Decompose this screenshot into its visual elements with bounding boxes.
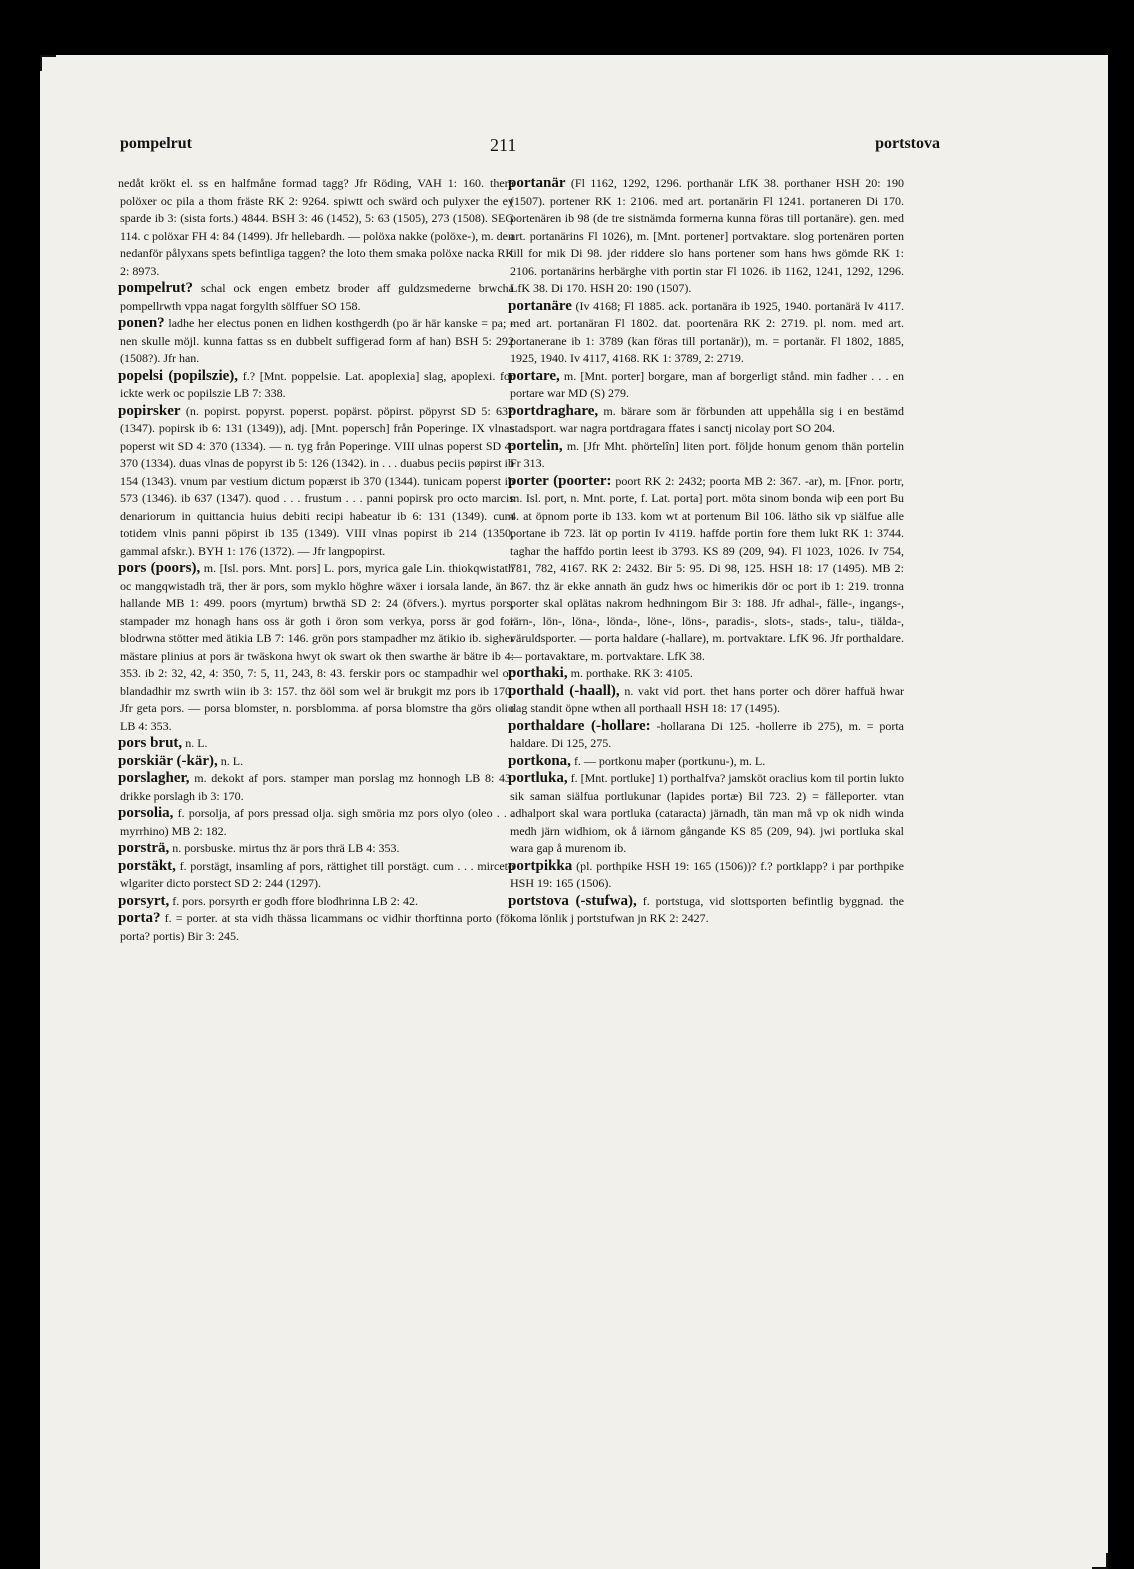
entry-definition: poort RK 2: 2432; poorta MB 2: 367. -ar), m. [Fnor. portr, m. Isl. port, n. Mnt. porte, f. Lat. porta] port. möta sinom bonda wiþ een port Bu 4. at öpnom porte ib 133. kom wt at portenum Bil 106. lätho sik vp siälfue alle portane ib 723. lät op portin Iv 4119. haffde portin fore them lukt RK 1: 3744. taghar the haffdo portin leest ib 3793. KS 89 (209, 94). Fl 1023, 1026. Iv 754, 781, 782, 4167. RK 2: 2432. Bir 5: 95. Di 98, 125. HSH 18: 17 (1495). MB 2: 367. thz är ekke annath än gudz hws oc himerikis dör oc port ib 1: 219. tronna porter skal oplätas nakrom hedhningom Bir 3: 188. Jfr adhal-, fälle-, ingangs-, iärn-, lön-, löna-, lönda-, löne-, löns-, paradis-, slots-, stads-, talu-, tiälda-, väruldsporter. — porta haldare (-hallare), m. portvaktare. LfK 96. Jfr porthaldare. — portavaktare, m. portvaktare. LfK 38. (510, 473, 904, 663)
entry-definition: (Iv 4168; Fl 1885. ack. portanära ib 1925, 1940. portanärä Iv 4117. med art. portanäran Fl 1802. dat. poortenära RK 2: 2719. pl. nom. med art. portanerane ib 1: 3789 (kan föras till portanär)), m. = portanär. Fl 1802, 1885, 1925, 1940. Iv 4117, 4168. RK 1: 3789, 2: 2719. (510, 298, 905, 365)
entry-headword: porsolia, (118, 805, 174, 821)
entry-definition: m. bärare som är förbunden att uppehålla sig i en bestämd stadsport. war nagra portdragara ffates i sanctj nicolay port SO 204. (510, 403, 905, 435)
entry-headword: portkona, (508, 752, 571, 769)
entry-definition: n. L. (220, 753, 244, 768)
page (40, 55, 1108, 1569)
dictionary-entry (510, 403, 904, 438)
entry-headword: portdraghare, (508, 402, 599, 419)
entry-definition: f.? [Mnt. poppelsie. Lat. apoplexia] slag, apoplexi. for ickte werk oc popilszie LB 7: 338. (120, 368, 514, 400)
dictionary-entry (510, 473, 904, 666)
entry-headword: portstova (-stufwa), (508, 892, 637, 909)
dictionary-entry (510, 770, 904, 858)
entry-definition: f. portstuga, vid slottsporten befintlig byggnad. the koma lönlik j portstufwan jn RK 2: 2427. (510, 893, 904, 925)
dictionary-entry (510, 175, 904, 298)
scan-corner-marker (40, 55, 56, 71)
entry-definition: f. pors. porsyrth er godh ffore blodhrinna LB 2: 42. (172, 893, 418, 908)
entry-headword: porthaki, (508, 665, 568, 681)
entry-headword: portluka, (508, 770, 568, 786)
entry-definition: m. [Isl. pors. Mnt. pors] L. pors, myrica gale Lin. thiokqwistath oc mangqwistadh trä, ther är pors, som myklo höghre wäxer i iorsala lande, än i hallande MB 1: 499. poors (myrtum) brwthä SD 2: 24 (öfvers.). myrtus pors, stampader mz honagh hans oss är goth i öron som verkya, porss är god for blodrwna stötter med ätikia LB 7: 146. grön pors stampadher mz ätikio ib. sigher mästare plinius at pors är twäskona hwyt ok swart ok then swarthe är bätre ib 4: 353. ib 2: 32, 42, 4: 350, 7: 5, 11, 243, 8: 43. ferskir pors oc stampadhir wel oc blandadhir mz swrth wiin ib 3: 157. thz ööl som wel är brukgit mz pors ib 170. Jfr geta pors. — porsa blomster, n. porsblomma. af porsa blomstre tha görs olio LB 4: 353. (120, 561, 514, 733)
dictionary-entry (510, 298, 904, 368)
entry-definition: m. [Jfr Mht. phörtelîn] liten port. följde honum genom thän portelin Fr 313. (510, 438, 905, 470)
right-column (510, 175, 904, 928)
entry-headword: portanär (508, 175, 566, 191)
entry-headword: porta? (118, 910, 161, 926)
entry-definition: f. [Mnt. portluke] 1) porthalfva? jamsköt oraclius kom til portin lukto sik saman siälfua portlukunar (lapides portæ) Bil 723. 2) = fälleporter. vtan adhalport skal wara portluka (cataracta) järnadh, tän man må vp ok nidh winda medh järn widhiom, ok å iärnom gångande KS 85 (209, 94). jwi portluka skal wara gap å murenom ib. (510, 771, 904, 855)
dictionary-entry (120, 315, 514, 368)
entry-headword: porthaldare (-hollare: (508, 717, 651, 734)
entry-headword: porsträ, (118, 840, 170, 856)
entry-headword: popelsi (popilszie), (118, 367, 239, 384)
entry-definition: -hollarana Di 125. -hollerre ib 275), m. = porta haldare. Di 125, 275. (510, 718, 904, 750)
dictionary-entry (120, 910, 514, 945)
entry-definition: m. porthake. RK 3: 4105. (570, 666, 693, 680)
entry-headword: portelin, (508, 437, 563, 454)
dictionary-entry (510, 683, 904, 718)
dictionary-entry (120, 858, 514, 893)
entry-headword: porter (poorter: (508, 472, 612, 489)
entry-headword: portare, (508, 367, 560, 384)
dictionary-entry (510, 368, 904, 403)
entry-headword: ponen? (118, 315, 165, 331)
entry-headword: pors (poors), (118, 560, 201, 576)
entry-definition: n. vakt vid port. thet hans porter och dörer haffuä hwar dag standit öpne wthen all porthaall HSH 18: 17 (1495). (510, 683, 905, 715)
dictionary-entry (120, 770, 514, 805)
scan-corner-marker (1092, 1553, 1108, 1569)
dictionary-entry (120, 893, 514, 911)
entry-definition: m. dekokt af pors. stamper man porslag mz honnogh LB 8: 43. drikke porslagh ib 3: 170. (120, 771, 514, 803)
entry-headword: pompelrut? (118, 280, 193, 296)
dictionary-entry (120, 368, 514, 403)
entry-definition: ladhe her electus ponen en lidhen kosthgerdh (po är här kanske = pa; -nen skulle möjl. kunna fattas ss en dubbelt suffigerad form af han) BSH 5: 292 (1508?). Jfr han. (120, 316, 515, 365)
dictionary-entry (510, 858, 904, 893)
entry-definition: f. porstägt, insamling af pors, rättighet till porstägt. cum . . . mirceto wlgariter dicto porstect SD 2: 244 (1297). (120, 858, 514, 890)
dictionary-entry (120, 403, 514, 561)
entry-definition: (Fl 1162, 1292, 1296. porthanär LfK 38. porthaner HSH 20: 190 (1507). portener RK 1: 2106. med art. portanärin Fl 1241. portaneren Di 170. portenären ib 98 (de tre sistnämda formerna kunna föras till portanäre). gen. med art. portanärins Fl 1026), m. [Mnt. portener] portvaktare. slog portenären porten till for mik Di 98. jder riddere slo hans portener som hans hws gömde RK 1: 2106. portanärins herbärghe vith portin star Fl 1026. ib 1162, 1241, 1292, 1296. LfK 38. Di 170. HSH 20: 190 (1507). (510, 176, 904, 295)
entry-definition: (pl. porthpike HSH 19: 165 (1506))? f.? portklapp? i par porthpike HSH 19: 165 (1506). (510, 858, 905, 890)
dictionary-entry (120, 560, 514, 735)
entry-definition: f. — portkonu maþer (portkunu-), m. L. (573, 753, 766, 768)
dictionary-entry (120, 840, 514, 858)
dictionary-entry (120, 805, 514, 840)
entry-definition: f. porsolja, af pors pressad olja. sigh smöria mz pors olyo (oleo . . . myrrhino) MB 2: 182. (120, 806, 515, 838)
entry-definition: nedåt krökt el. ss en halfmåne formad tagg? Jfr Röding, VAH 1: 160. thera polöxer oc pila a thom fräste RK 2: 9264. spiwtt och swärd och pulyxer the ey sparde ib 3: (sista forts.) 4844. BSH 3: 46 (1452), 5: 63 (1505), 273 (1508). SEG 114. c polöxar FH 4: 84 (1499). Jfr hellebardh. — polöxa nakke (polöxe-), m. den nedanför pålyxans spets befintliga taggen? the loto them smaka polöxe nacka RK 2: 8973. (118, 176, 514, 278)
entry-headword: porstäkt, (118, 857, 176, 874)
entry-definition: f. = porter. at sta vidh thässa licammans oc vidhir thorftinna porto (för porta? portis) Bir 3: 245. (120, 911, 514, 943)
entry-definition: m. [Mnt. porter] borgare, man af borgerligt stånd. min fadher . . . en portare war MD (S) 279. (510, 368, 904, 400)
dictionary-entry (510, 665, 904, 683)
entry-definition: n. porsbuske. mirtus thz är pors thrä LB 4: 353. (172, 841, 400, 855)
dictionary-entry (120, 280, 514, 315)
entry-headword: popirsker (118, 402, 181, 419)
running-head-right: portstova (875, 135, 940, 152)
running-head-left: pompelrut (120, 135, 192, 152)
dictionary-entry (510, 893, 904, 928)
entry-headword: portpikka (508, 857, 573, 874)
page-number: 211 (490, 135, 517, 155)
entry-headword: porslagher, (118, 770, 190, 786)
entry-headword: porthald (-haall), (508, 682, 620, 699)
dictionary-entry (510, 753, 904, 771)
dictionary-entry (120, 175, 514, 280)
entry-definition: (n. popirst. popyrst. poperst. popärst. pöpirst. pöpyrst SD 5: 637 (1347). popirsk ib 6: 131 (1349)), adj. [Mnt. popersch] från Poperinge. IX vlnas poperst wit SD 4: 370 (1334). — n. tyg från Poperinge. VIII ulnas poperst SD 4: 370 (1334). duas vlnas de popyrst ib 5: 126 (1342). in . . . duabus peciis pøpirst ib 154 (1343). vnum par vestium dictum popærst ib 370 (1344). tunicam poperst ib 573 (1346). ib 637 (1347). quod . . . frustum . . . panni popirsk pro octo marcis denariorum in quittancia huius debiti recipi habeatur ib 6: 131 (1349). cum totidem vlnis panni pöpirst ib 135 (1349). VIII vlnas popirst ib 214 (1350, gammal afskr.). BYH 1: 176 (1372). — Jfr langpopirst. (120, 403, 515, 558)
dictionary-entry (120, 753, 514, 771)
entry-headword: porskiär (-kär), (118, 752, 218, 769)
entry-definition: schal ock engen embetz broder aff guldzsmederne brwcha pompellrwth vppa nagat forgylth sölffuer SO 158. (120, 281, 515, 313)
entry-headword: pors brut, (118, 735, 183, 751)
dictionary-entry (510, 438, 904, 473)
dictionary-entry (510, 718, 904, 753)
entry-headword: portanäre (508, 297, 572, 314)
entry-headword: porsyrt, (118, 892, 170, 909)
dictionary-entry (120, 735, 514, 753)
entry-definition: n. L. (185, 736, 208, 750)
left-column (120, 175, 514, 945)
